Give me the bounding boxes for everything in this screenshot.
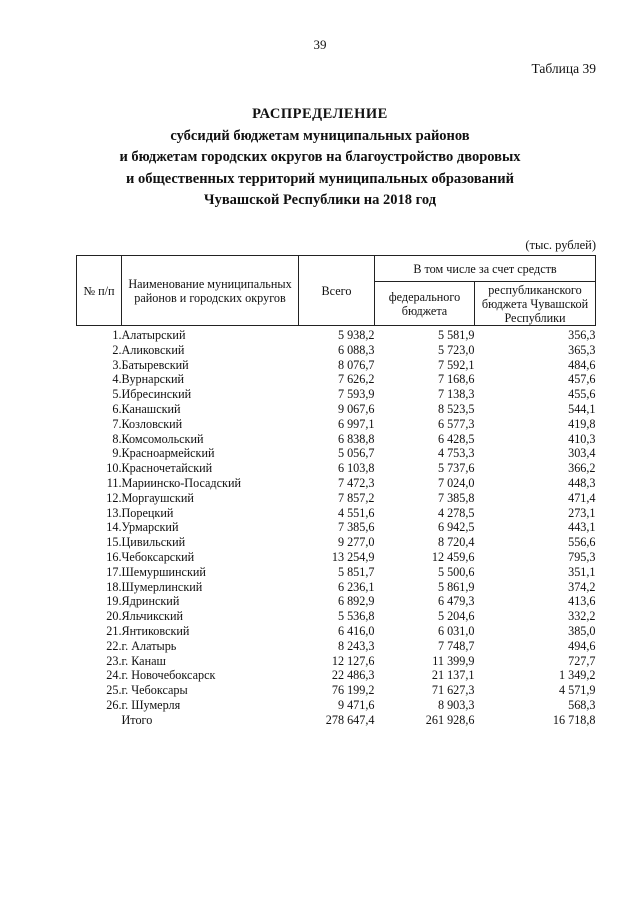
row-total: 8 076,7	[337, 357, 375, 372]
row-republic: 332,2	[568, 609, 596, 624]
header-total: Всего	[299, 256, 375, 326]
row-number: 2.	[112, 342, 122, 357]
row-republic: 366,2	[568, 461, 596, 476]
title-line: Чувашской Республики на 2018 год	[203, 192, 437, 208]
row-federal: 6 942,5	[437, 520, 475, 535]
row-total: 9 471,6	[337, 697, 375, 712]
header-num: № п/п	[77, 256, 122, 326]
row-total: 6 892,9	[337, 594, 375, 609]
row-federal: 8 903,3	[437, 697, 475, 712]
row-total: 7 626,2	[337, 372, 375, 387]
table-row	[77, 387, 596, 402]
table-row	[77, 639, 596, 654]
row-total: 5 851,7	[337, 564, 375, 579]
table-body	[77, 326, 596, 728]
table-row	[77, 520, 596, 535]
row-federal: 5 500,6	[437, 564, 475, 579]
table-row	[77, 432, 596, 447]
row-republic: 443,1	[568, 520, 596, 535]
row-federal: 4 278,5	[437, 505, 475, 520]
row-number: 24.	[106, 668, 122, 683]
row-name: Вурнарский	[121, 372, 185, 387]
row-federal: 7 385,8	[437, 490, 475, 505]
row-number: 7.	[112, 416, 122, 431]
table-row	[77, 624, 596, 639]
title-line: субсидий бюджетам муниципальных районов	[170, 127, 470, 144]
row-name: г. Канаш	[121, 653, 166, 668]
row-republic: 16 718,8	[552, 712, 596, 727]
table-row	[77, 580, 596, 595]
row-federal: 21 137,1	[431, 668, 475, 683]
row-republic: 410,3	[568, 431, 596, 446]
row-total: 278 647,4	[325, 712, 375, 727]
row-number: 4.	[112, 372, 122, 387]
document-title	[0, 104, 640, 212]
row-federal: 7 592,1	[437, 357, 475, 372]
row-federal: 6 428,5	[437, 431, 475, 446]
row-total: 5 536,8	[337, 609, 375, 624]
row-number: 1.	[112, 328, 122, 342]
row-total: 9 277,0	[337, 535, 375, 550]
row-federal: 8 523,5	[437, 401, 475, 416]
row-total: 7 385,6	[337, 520, 375, 535]
row-republic: 385,0	[568, 623, 596, 638]
row-name: Комсомольский	[121, 431, 204, 446]
row-republic: 413,6	[568, 594, 596, 609]
row-republic: 1 349,2	[558, 668, 596, 683]
row-republic: 494,6	[568, 638, 596, 653]
row-republic: 4 571,9	[558, 683, 596, 698]
table-row	[77, 654, 596, 669]
row-total: 7 593,9	[337, 387, 375, 402]
row-federal: 11 399,9	[432, 653, 475, 668]
row-number: 8.	[112, 431, 122, 446]
table-row	[77, 594, 596, 609]
row-federal: 261 928,6	[425, 712, 475, 727]
row-number: 12.	[106, 490, 122, 505]
row-total: 76 199,2	[331, 683, 375, 698]
row-republic: 471,4	[568, 490, 596, 505]
row-total: 5 056,7	[337, 446, 375, 461]
units-label: (тыс. рублей)	[525, 238, 596, 252]
row-name: Урмарский	[121, 520, 179, 535]
distribution-table	[76, 255, 596, 728]
row-total: 7 472,3	[337, 475, 375, 490]
title-line: и общественных территорий муниципальных образований	[126, 170, 514, 187]
row-republic: 351,1	[568, 564, 596, 579]
row-total: 9 067,6	[337, 401, 375, 416]
row-name: Ибресинский	[121, 387, 192, 402]
row-name: Аликовский	[121, 342, 185, 357]
row-republic: 568,3	[568, 697, 596, 712]
row-name: Шумерлинский	[121, 579, 203, 594]
row-federal: 12 459,6	[431, 549, 475, 564]
row-number: 16.	[106, 549, 122, 564]
table-row	[77, 358, 596, 373]
row-republic: 448,3	[568, 475, 596, 490]
row-total: 6 838,8	[337, 431, 375, 446]
row-number: 14.	[106, 520, 122, 535]
table-row	[77, 476, 596, 491]
row-republic: 455,6	[568, 387, 596, 402]
table-row	[77, 506, 596, 521]
table-row	[77, 565, 596, 580]
row-federal: 5 861,9	[437, 579, 475, 594]
row-republic: 727,7	[568, 653, 596, 668]
table-row	[77, 535, 596, 550]
row-number: 25.	[106, 683, 122, 698]
row-republic: 484,6	[568, 357, 596, 372]
row-name: Моргаушский	[121, 490, 194, 505]
row-republic: 556,6	[568, 535, 596, 550]
row-total: 7 857,2	[337, 490, 375, 505]
row-name: Красночетайский	[121, 461, 213, 476]
row-total: 8 243,3	[337, 638, 375, 653]
row-republic: 457,6	[568, 372, 596, 387]
row-republic: 356,3	[568, 328, 596, 342]
row-republic: 374,2	[568, 579, 596, 594]
header-federal: федерального бюджета	[375, 282, 475, 326]
row-number	[77, 713, 122, 728]
row-number: 22.	[106, 638, 122, 653]
row-name: Ядринский	[121, 594, 180, 609]
table-row	[77, 343, 596, 358]
table-row	[77, 417, 596, 432]
row-total: 5 938,2	[337, 328, 375, 342]
table-row	[77, 491, 596, 506]
row-total: 4 551,6	[337, 505, 375, 520]
row-name: г. Шумерля	[121, 697, 181, 712]
row-number: 5.	[112, 387, 122, 402]
row-federal: 5 737,6	[437, 461, 475, 476]
row-number: 6.	[112, 401, 122, 416]
row-federal: 7 138,3	[437, 387, 475, 402]
row-name: г. Чебоксары	[121, 683, 188, 698]
table-row	[77, 326, 596, 343]
table-row	[77, 446, 596, 461]
row-name: Яльчикский	[121, 609, 183, 624]
row-total: 22 486,3	[331, 668, 375, 683]
row-name: Янтиковский	[121, 623, 190, 638]
row-number: 13.	[106, 505, 122, 520]
row-federal: 4 753,3	[437, 446, 475, 461]
row-name: г. Новочебоксарск	[121, 668, 216, 683]
row-total: 6 997,1	[337, 416, 375, 431]
row-total: 6 088,3	[337, 342, 375, 357]
header-group: В том числе за счет средств	[375, 256, 596, 282]
row-name: г. Алатырь	[121, 638, 177, 653]
table-row	[77, 683, 596, 698]
table-row	[77, 698, 596, 713]
row-federal: 7 024,0	[437, 475, 475, 490]
header-republic: республиканского бюджета Чувашской Республики	[475, 282, 596, 326]
row-name: Красноармейский	[121, 446, 215, 461]
row-name: Мариинско-Посадский	[121, 475, 242, 490]
row-number: 21.	[106, 623, 122, 638]
row-number: 18.	[106, 579, 122, 594]
row-federal: 5 581,9	[437, 328, 475, 342]
row-number: 10.	[106, 461, 122, 476]
row-number: 9.	[112, 446, 122, 461]
row-number: 26.	[106, 697, 122, 712]
row-federal: 6 577,3	[437, 416, 475, 431]
row-total: 13 254,9	[331, 549, 375, 564]
row-federal: 7 748,7	[437, 638, 475, 653]
title-main: РАСПРЕДЕЛЕНИЕ	[252, 106, 388, 122]
row-republic: 303,4	[568, 446, 596, 461]
row-federal: 5 723,0	[437, 342, 475, 357]
row-name: Канашский	[121, 401, 181, 416]
row-name: Цивильский	[121, 535, 186, 550]
row-total: 6 416,0	[337, 623, 375, 638]
row-total: 6 103,8	[337, 461, 375, 476]
table-row	[77, 609, 596, 624]
row-name: Чебоксарский	[121, 549, 195, 564]
row-republic: 365,3	[568, 342, 596, 357]
row-name: Порецкий	[121, 505, 174, 520]
table-row	[77, 713, 596, 728]
row-republic: 419,8	[568, 416, 596, 431]
table-row	[77, 461, 596, 476]
row-number: 19.	[106, 594, 122, 609]
row-name: Батыревский	[121, 357, 189, 372]
table-row	[77, 402, 596, 417]
row-name: Итого	[121, 712, 153, 727]
row-federal: 6 031,0	[437, 623, 475, 638]
row-federal: 8 720,4	[437, 535, 475, 550]
table-row	[77, 372, 596, 387]
row-number: 15.	[106, 535, 122, 550]
row-federal: 71 627,3	[431, 683, 475, 698]
page-number: 39	[313, 37, 327, 52]
row-number: 3.	[112, 357, 122, 372]
row-republic: 544,1	[568, 401, 596, 416]
row-number: 20.	[106, 609, 122, 624]
row-total: 6 236,1	[337, 579, 375, 594]
row-name: Козловский	[121, 416, 183, 431]
header-name: Наименование муниципальных районов и городских округов	[122, 256, 299, 326]
table-label: Таблица 39	[531, 61, 596, 76]
row-total: 12 127,6	[331, 653, 375, 668]
table-row	[77, 550, 596, 565]
title-line: и бюджетам городских округов на благоустройство дворовых	[119, 149, 521, 165]
row-number: 11.	[106, 475, 122, 490]
row-number: 17.	[106, 564, 122, 579]
row-federal: 5 204,6	[437, 609, 475, 624]
row-number: 23.	[106, 653, 122, 668]
row-federal: 6 479,3	[437, 594, 475, 609]
row-name: Алатырский	[121, 328, 186, 342]
row-name: Шемуршинский	[121, 564, 206, 579]
row-republic: 273,1	[568, 505, 596, 520]
table-row	[77, 668, 596, 683]
row-federal: 7 168,6	[437, 372, 475, 387]
row-republic: 795,3	[568, 549, 596, 564]
